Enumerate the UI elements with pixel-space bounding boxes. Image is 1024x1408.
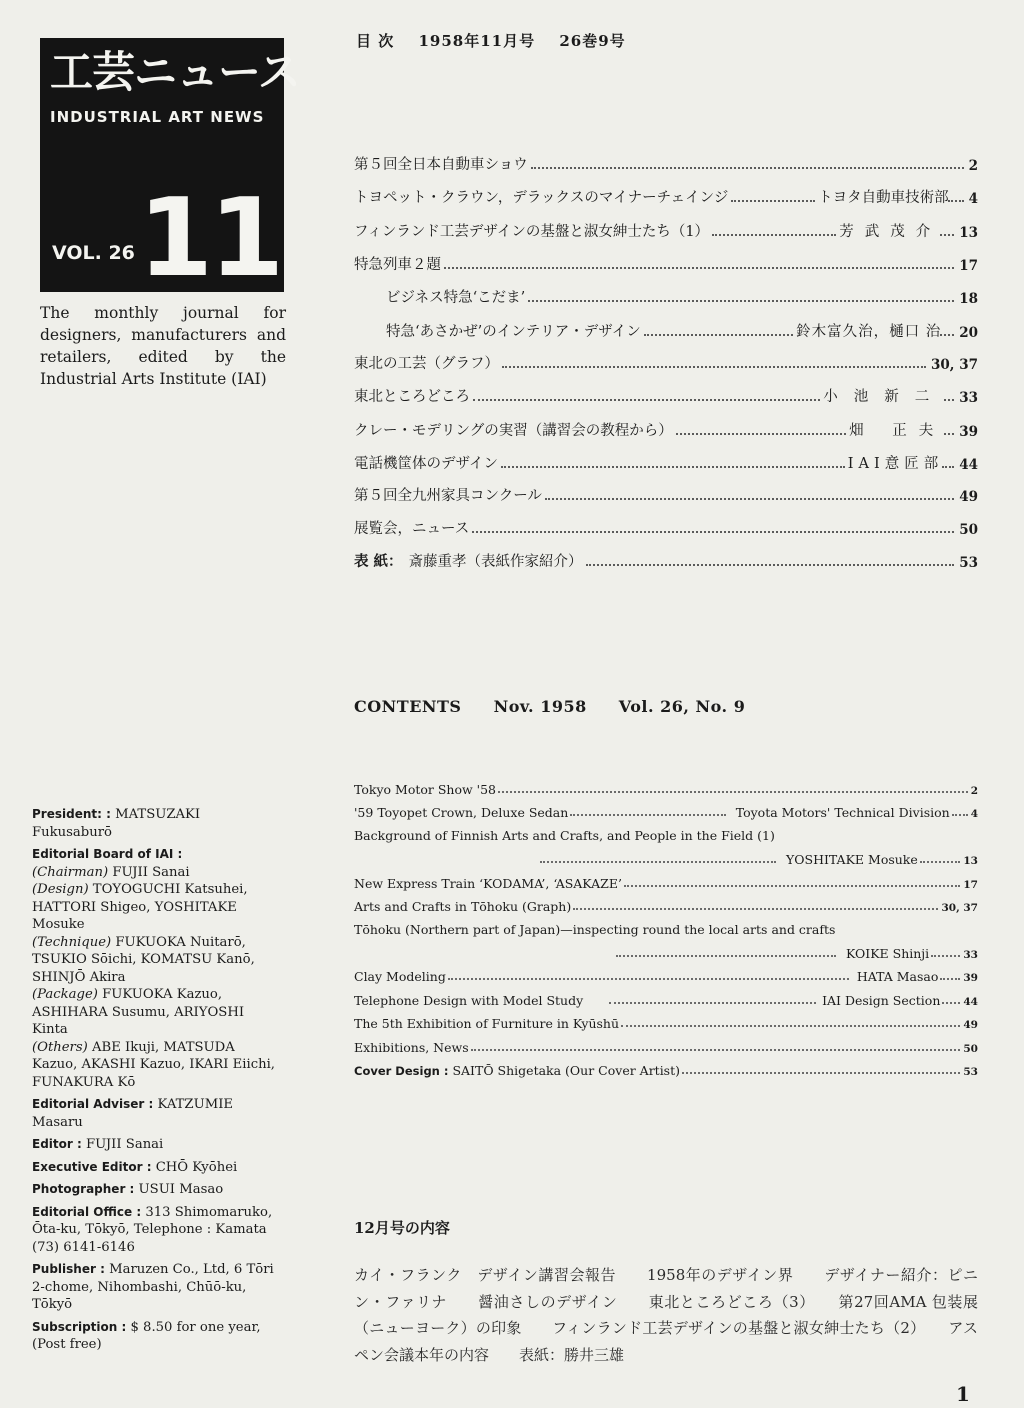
jp-toc-issue: 1958年11月号 — [418, 32, 536, 50]
jp-toc-page: 53 — [959, 555, 978, 571]
dot-leader — [473, 399, 820, 401]
jp-toc-author: IAI意匠部 — [847, 456, 944, 472]
masthead-title: 工芸ニュース — [50, 48, 300, 98]
en-contents-row — [354, 779, 978, 797]
jp-toc-page: 4 — [968, 191, 978, 207]
jp-toc-page: 50 — [959, 522, 978, 538]
jp-toc-page: 49 — [959, 489, 978, 505]
dot-leader — [940, 234, 954, 236]
dot-leader — [498, 791, 968, 793]
staff-role: Editor : — [32, 1137, 82, 1151]
en-contents-page: 44 — [963, 996, 978, 1008]
jp-toc-heading: 目 次 — [356, 32, 395, 50]
dot-leader — [621, 1025, 960, 1027]
en-contents-row — [354, 802, 978, 820]
jp-toc-page: 44 — [959, 457, 978, 473]
en-contents-title: SAITŌ Shigetaka (Our Cover Artist) — [452, 1063, 681, 1078]
en-contents-row — [354, 943, 978, 961]
board-group — [32, 986, 282, 1039]
jp-toc-title: 特急‘あさかぜ’のインテリア・デザイン — [386, 324, 641, 340]
en-contents-title: New Express Train ‘KODAMA’, ‘ASAKAZE’ — [354, 876, 622, 891]
en-contents-title: Arts and Crafts in Tōhoku (Graph) — [354, 899, 572, 914]
en-contents-page: 13 — [963, 855, 978, 867]
en-contents-row — [354, 873, 978, 891]
en-contents-title: '59 Toyopet Crown, Deluxe Sedan — [354, 805, 569, 820]
en-contents-title: Tōhoku (Northern part of Japan)—inspecting round the local arts and crafts — [354, 922, 836, 937]
en-contents-header — [354, 697, 771, 716]
dot-leader — [942, 466, 954, 468]
staff-office — [32, 1204, 282, 1257]
en-contents-page: 30, 37 — [941, 902, 978, 914]
jp-toc-row — [354, 219, 978, 241]
en-contents-heading: CONTENTS — [354, 697, 462, 716]
jp-toc-row — [354, 185, 978, 207]
jp-toc-page: 30, 37 — [931, 357, 978, 373]
staff-adviser — [32, 1096, 282, 1131]
staff-name: KATZUMIE Masaru — [32, 1097, 234, 1130]
jp-toc-row — [354, 252, 978, 274]
staff-text: $ 8.50 for one year, (Post free) — [32, 1319, 261, 1352]
staff-name: FUJII Sanai — [85, 1137, 164, 1152]
staff-name: MATSUZAKI Fukusaburō — [32, 807, 201, 840]
masthead-volume: VOL. 26 — [52, 242, 135, 264]
jp-toc-row — [354, 451, 978, 473]
staff-role: Publisher : — [32, 1262, 105, 1276]
dot-leader — [528, 300, 954, 302]
en-contents-row — [354, 1013, 978, 1031]
board-group — [32, 881, 282, 934]
board-group — [32, 934, 282, 987]
jp-toc-volume: 26巻9号 — [559, 32, 626, 50]
dot-leader — [540, 861, 776, 863]
dot-leader — [471, 1049, 961, 1051]
dot-leader — [531, 167, 964, 169]
jp-toc-title: 電話機筐体のデザイン — [354, 456, 498, 472]
dot-leader — [942, 1002, 960, 1004]
jp-toc-row — [386, 319, 978, 341]
en-contents-page: 33 — [963, 949, 978, 961]
board-group-label: (Others) — [32, 1039, 88, 1055]
dot-leader — [444, 267, 954, 269]
dot-leader — [944, 433, 954, 435]
jp-toc-page: 18 — [959, 291, 978, 307]
jp-toc-author: 芳武茂介 — [839, 224, 942, 240]
jp-toc-title: トヨペット・クラウン，デラックスのマイナーチェインジ — [354, 190, 729, 206]
en-contents-row — [354, 825, 978, 843]
dot-leader — [502, 366, 926, 368]
en-contents-author: YOSHITAKE Mosuke — [786, 852, 918, 867]
jp-toc-row — [386, 285, 978, 307]
jp-toc-title: 東北の工芸（グラフ） — [354, 356, 499, 372]
dot-leader — [472, 531, 954, 533]
en-contents-author: IAI Design Section — [822, 993, 941, 1008]
staff-role: Editorial Board of IAI : — [32, 847, 183, 861]
dot-leader — [586, 564, 955, 566]
masthead-subtitle: INDUSTRIAL ART NEWS — [50, 108, 265, 126]
jp-toc-row — [354, 351, 978, 373]
board-group-label: (Package) — [32, 987, 98, 1002]
dot-leader — [712, 234, 836, 236]
en-contents-page: 2 — [970, 785, 978, 797]
en-contents-row — [354, 1060, 978, 1078]
en-contents-title: Clay Modeling — [354, 969, 446, 984]
jp-toc-header — [356, 30, 644, 51]
jp-toc-page: 2 — [968, 158, 978, 174]
jp-toc-title: 特急列車２題 — [354, 257, 441, 273]
jp-toc-title: 展覧会，ニュース — [354, 521, 470, 537]
jp-toc-row — [354, 483, 978, 505]
jp-toc-title: 斎藤重孝（表紙作家紹介） — [408, 554, 583, 570]
en-contents-label: Cover Design : — [354, 1064, 449, 1078]
dot-leader — [448, 978, 849, 980]
staff-text: 313 Shimomaruko, Ōta-ku, Tōkyō, Telephone : Kamata (73) 6141-6146 — [32, 1204, 273, 1255]
dot-leader — [570, 814, 725, 816]
staff-list — [32, 806, 282, 1359]
dot-leader — [940, 978, 960, 980]
dot-leader — [952, 814, 968, 816]
jp-toc-author: 畑 正夫 — [849, 423, 946, 439]
staff-role: Editorial Adviser : — [32, 1097, 154, 1111]
en-contents-row — [354, 919, 978, 937]
next-issue-title: 12月号の内容 — [354, 1219, 450, 1237]
staff-executive-editor — [32, 1159, 282, 1177]
staff-name: CHŌ Kyōhei — [155, 1159, 238, 1175]
dot-leader — [545, 498, 954, 500]
staff-photographer — [32, 1181, 282, 1199]
staff-role: Executive Editor : — [32, 1159, 152, 1174]
staff-name: USUI Masao — [138, 1182, 224, 1197]
board-group-names: FUKUOKA Nuitarō, TSUKIO Sōichi, KOMATSU Kanō, SHINJŌ Akira — [32, 934, 255, 985]
jp-toc-row — [354, 516, 978, 538]
dot-leader — [682, 1072, 960, 1074]
dot-leader — [931, 955, 960, 957]
en-contents-author: HATA Masao — [856, 969, 939, 984]
board-group-label: (Technique) — [32, 934, 112, 950]
jp-toc-page: 20 — [959, 325, 978, 341]
staff-role: Editorial Office : — [32, 1204, 142, 1219]
board-group — [32, 1039, 282, 1092]
en-contents-title: Background of Finnish Arts and Crafts, and People in the Field (1) — [354, 828, 775, 843]
jp-toc-page: 13 — [959, 225, 978, 241]
dot-leader — [731, 200, 815, 202]
masthead-issue-number: 11 — [138, 176, 281, 301]
dot-leader — [644, 334, 793, 336]
en-contents-volume: Vol. 26, No. 9 — [618, 697, 746, 716]
journal-description: The monthly journal for designers, manufacturers and retailers, edited by the Industrial Arts Institute (IAI) — [40, 304, 286, 388]
en-contents-row — [354, 1037, 978, 1055]
en-contents-row — [354, 896, 978, 914]
en-contents-page: 4 — [970, 808, 978, 820]
staff-board — [32, 846, 282, 1091]
dot-leader — [920, 861, 961, 863]
jp-toc-title: 第５回全九州家具コンクール — [354, 488, 542, 504]
dot-leader — [944, 399, 954, 401]
jp-toc-label: 表 紙： — [354, 553, 403, 570]
en-contents-page: 17 — [963, 879, 978, 891]
en-contents-title: Exhibitions, News — [354, 1040, 469, 1055]
dot-leader — [501, 466, 845, 468]
dot-leader — [624, 885, 960, 887]
dot-leader — [676, 433, 846, 435]
en-contents-page: 50 — [963, 1043, 978, 1055]
jp-toc-author: トヨタ自動車技術部 — [818, 190, 949, 206]
jp-toc-page: 33 — [959, 390, 978, 406]
en-contents-page: 49 — [963, 1019, 978, 1031]
board-group-names: ABE Ikuji, MATSUDA Kazuo, AKASHI Kazuo, IKARI Eiichi, FUNAKURA Kō — [32, 1039, 275, 1090]
en-contents-row — [354, 990, 978, 1008]
jp-toc-title: 第５回全日本自動車ショウ — [354, 157, 528, 173]
page-number: 1 — [956, 1382, 970, 1406]
en-contents-page: 39 — [963, 972, 978, 984]
board-group-names: FUKUOKA Kazuo, ASHIHARA Susumu, ARIYOSHI Kinta — [32, 987, 245, 1037]
staff-president — [32, 806, 282, 841]
board-group — [32, 864, 282, 882]
jp-toc-row — [354, 384, 978, 406]
jp-toc-page: 17 — [959, 258, 978, 274]
jp-toc-page: 39 — [959, 424, 978, 440]
dot-leader — [940, 334, 954, 336]
jp-toc-title: フィンランド工芸デザインの基盤と淑女紳士たち（1） — [354, 224, 710, 240]
staff-role: Subscription : — [32, 1319, 127, 1334]
staff-role: Photographer : — [32, 1182, 135, 1196]
staff-editor — [32, 1136, 282, 1154]
dot-leader — [616, 955, 836, 957]
dot-leader — [573, 908, 938, 910]
en-contents-title: The 5th Exhibition of Furniture in Kyūshū — [354, 1016, 620, 1031]
jp-toc-row — [354, 418, 978, 440]
jp-toc-title: クレー・モデリングの実習（講習会の教程から） — [354, 423, 673, 439]
dot-leader — [609, 1002, 816, 1004]
staff-publisher — [32, 1261, 282, 1314]
jp-toc-author: 小池新二 — [823, 389, 946, 405]
en-contents-author: Toyota Motors' Technical Division — [735, 805, 950, 820]
en-contents-title: Tokyo Motor Show '58 — [354, 782, 497, 797]
en-contents-row — [354, 966, 978, 984]
jp-toc-title: ビジネス特急‘こだま’ — [386, 290, 526, 306]
en-contents-author: KOIKE Shinji — [846, 946, 930, 961]
en-contents-page: 53 — [963, 1066, 978, 1078]
board-group-names: FUJII Sanai — [112, 864, 190, 880]
en-contents-row — [354, 849, 978, 867]
en-contents-issue: Nov. 1958 — [493, 697, 587, 716]
en-contents-title: Telephone Design with Model Study — [354, 993, 584, 1008]
next-issue-body: カイ・フランク デザイン講習会報告 1958年のデザイン界 デザイナー紹介：ピニン・ファリナ 醤油さしのデザイン 東北ところどころ（3） 第27回AMA 包装展（ニューヨーク）の印象 フィンランド工芸デザインの基盤と淑女紳士たち（2） アスペン会議本年の内容 表紙：勝井三雄 — [354, 1266, 978, 1364]
jp-toc-author: 鈴木富久治，樋口 治 — [796, 324, 942, 340]
jp-toc-title: 東北ところどころ — [354, 389, 470, 405]
staff-role: President: : — [32, 807, 111, 821]
board-group-label: (Design) — [32, 882, 89, 897]
jp-toc-row — [354, 152, 978, 174]
staff-subscription — [32, 1319, 282, 1354]
board-group-label: (Chairman) — [32, 864, 109, 880]
staff-text: Maruzen Co., Ltd, 6 Tōri 2-chome, Nihombashi, Chūō-ku, Tōkyō — [32, 1262, 274, 1312]
board-group-names: TOYOGUCHI Katsuhei, HATTORI Shigeo, YOSHITAKE Mosuke — [32, 882, 248, 932]
jp-toc-row — [354, 549, 978, 571]
masthead-logo — [40, 38, 300, 301]
dot-leader — [948, 200, 964, 202]
